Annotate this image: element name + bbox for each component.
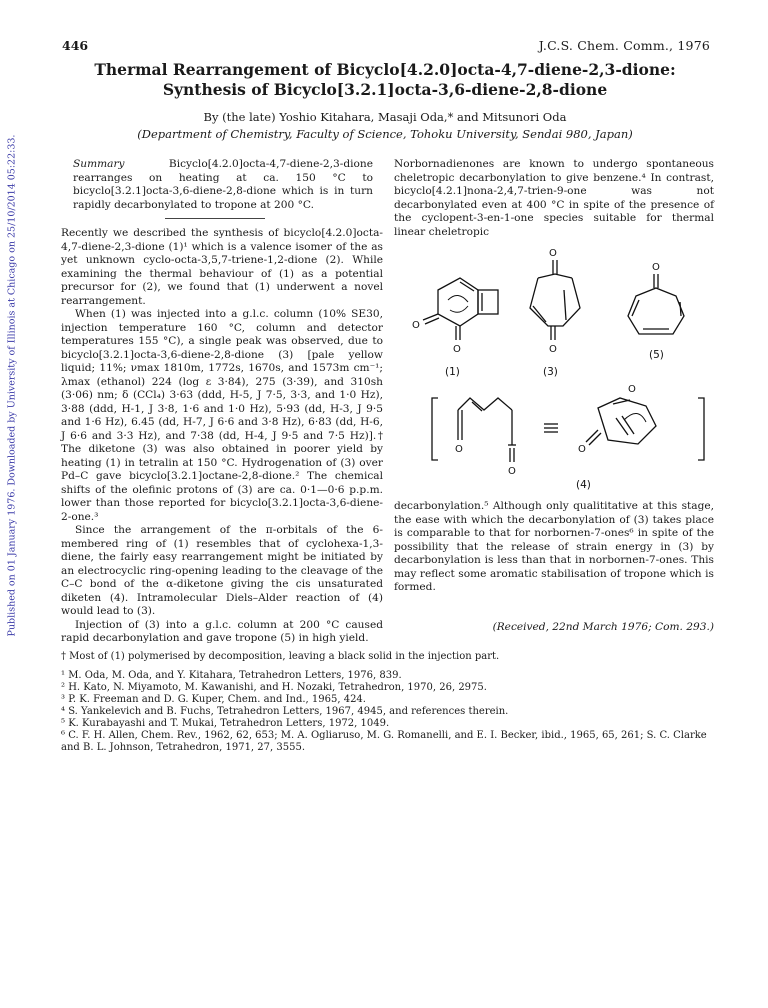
structure-4 (432, 384, 704, 491)
oxygen-label: O (508, 466, 516, 477)
reference-1: ¹ M. Oda, M. Oda, and Y. Kitahara, Tetrahedron Letters, 1976, 839. (61, 670, 402, 681)
journal-header: J.C.S. Chem. Comm., 1976 (538, 38, 710, 53)
left-column-body (61, 227, 383, 646)
page-number: 446 (62, 38, 89, 53)
oxygen-label: O (628, 384, 636, 395)
author-list: By (the late) Yoshio Kitahara, Masaji Oda,* and Mitsunori Oda (203, 110, 567, 124)
structure-5 (628, 262, 684, 361)
article-title-line-1: Thermal Rearrangement of Bicyclo[4.2.0]octa-4,7-diene-2,3-dione: (94, 60, 676, 79)
oxygen-label: O (412, 320, 420, 331)
oxygen-label: O (455, 444, 463, 455)
summary-divider (165, 218, 265, 219)
article-title-line-2: Synthesis of Bicyclo[3.2.1]octa-3,6-diene-2,8-dione (162, 80, 608, 99)
affiliation: (Department of Chemistry, Faculty of Science, Tohoku University, Sendai 980, Japan) (137, 127, 633, 141)
received-date: (Received, 22nd March 1976; Com. 293.) (492, 621, 714, 633)
reference-2: ² H. Kato, N. Miyamoto, M. Kawanishi, and H. Nozaki, Tetrahedron, 1970, 26, 2975. (61, 682, 487, 693)
download-watermark: Published on 01 January 1976. Downloaded by University of Illinois at Chicago on 25/10/2014 05:22:33. (6, 134, 18, 637)
reference-4: ⁴ S. Yankelevich and B. Fuchs, Tetrahedron Letters, 1967, 4945, and references therein. (61, 706, 509, 717)
structure-label-1: (1) (445, 366, 460, 378)
oxygen-label: O (549, 344, 557, 355)
reference-6: ⁶ C. F. H. Allen, Chem. Rev., 1962, 62, 653; M. A. Ogliaruso, M. G. Romanelli, and E. I. Becker, ibid., 1965, 65, 261; S. C. Clarke and B. L. Johnson, Tetrahedron, 1971, 27, 3555. (61, 730, 707, 753)
oxygen-label: O (652, 262, 660, 273)
right-column-bottom (394, 500, 714, 595)
paragraph-strain: decarbonylation.⁵ Although only qualititative at this stage, the ease with which the decarbonylation of (3) takes place is comparable to that for norbornen-7-ones⁶ in spite of the possibility that the release of strain energy in (3) by decarbonylation is less than that in norbornen-7-ones. This may reflect some aromatic stabilisation of tropone which is formed. (394, 500, 714, 593)
oxygen-label: O (578, 444, 586, 455)
summary-block (61, 158, 383, 212)
oxygen-label: O (453, 344, 461, 355)
right-column-top (394, 158, 714, 239)
structure-label-3: (3) (543, 366, 558, 378)
paragraph-norbornadienones: Norbornadienones are known to undergo spontaneous cheletropic decarbonylation to give benzene.⁴ In contrast, bicyclo[4.2.1]nona-2,4,7-trien-9-one was not decarbonylated even at 400 °C in spite of the presence of the cyclopent-3-en-1-one species suitable for thermal linear cheletropic (394, 158, 714, 238)
chemical-structures-figure (398, 230, 718, 495)
paragraph-intro: Recently we described the synthesis of bicyclo[4.2.0]octa-4,7-diene-2,3-dione (1)¹ which is a valence isomer of the as yet unknown cyclo-octa-3,5,7-triene-1,2-dione (2). While examining the thermal behaviour of (1) as a potential precursor for (2), we found that (1) underwent a novel rearrangement. (61, 227, 383, 307)
oxygen-label: O (549, 248, 557, 259)
structure-label-5: (5) (649, 349, 664, 361)
structure-label-4: (4) (576, 479, 591, 491)
footnote-dagger: † Most of (1) polymerised by decomposition, leaving a black solid in the injection part. (61, 651, 500, 662)
paragraph-glc: When (1) was injected into a g.l.c. column (10% SE30, injection temperature 160 °C, column and detector temperatures 155 °C), a single peak was observed, due to bicyclo[3.2.1]octa-3,6-diene-2,8-dione (3) [pale yellow liquid; 11%; νmax 1810m, 1772s, 1670s, and 1573m cm⁻¹; λmax (ethanol) 224 (log ε 3·84), 275 (3·39), and 310sh (3·06) nm; δ (CCl₄) 3·63 (ddd, H-5, J 7·5, 3·3, and 1·0 Hz), 3·88 (ddd, H-1, J 3·8, 1·6 and 1·0 Hz), 5·93 (dd, H-3, J 9·5 and 1·6 Hz), 6.45 (dd, H-7, J 6·6 and 3·8 Hz), 6·83 (dd, H-6, J 6·6 and 3·3 Hz), and 7·38 (dd, H-4, J 9·5 and 7·5 Hz)].† The diketone (3) was also obtained in poorer yield by heating (1) in tetralin at 150 °C. Hydrogenation of (3) over Pd–C gave bicyclo[3.2.1]octane-2,8-dione.² The chemical shifts of the olefinic protons of (3) are ca. 0·1—0·6 p.p.m. lower than those reported for bicyclo[3.2.1]octa-3,6-diene-2-one.³ (61, 308, 383, 523)
paragraph-decarbonylation: Injection of (3) into a g.l.c. column at 200 °C caused rapid decarbonylation and gave tropone (5) in high yield. (61, 618, 383, 644)
summary-label: Summary (73, 158, 125, 170)
paragraph-mechanism: Since the arrangement of the π-orbitals of the 6-membered ring of (1) resembles that of cyclohexa-1,3-diene, the fairly easy rearrangement might be initiated by an electrocyclic ring-opening leading to the cleavage of the C–C bond of the α-diketone giving the cis unsaturated diketen (4). Intramolecular Diels–Alder reaction of (4) would lead to (3). (61, 524, 383, 617)
structure-3 (530, 248, 580, 378)
reference-5: ⁵ K. Kurabayashi and T. Mukai, Tetrahedron Letters, 1972, 1049. (61, 718, 390, 729)
reference-3: ³ P. K. Freeman and D. G. Kuper, Chem. and Ind., 1965, 424. (61, 694, 366, 705)
structure-1 (412, 278, 498, 378)
summary-text: Bicyclo[4.2.0]octa-4,7-diene-2,3-dione rearranges on heating at ca. 150 °C to bicyclo[3.2.1]octa-3,6-diene-2,8-dione which is in turn rapidly decarbonylated to tropone at 200 °C. (73, 158, 373, 211)
